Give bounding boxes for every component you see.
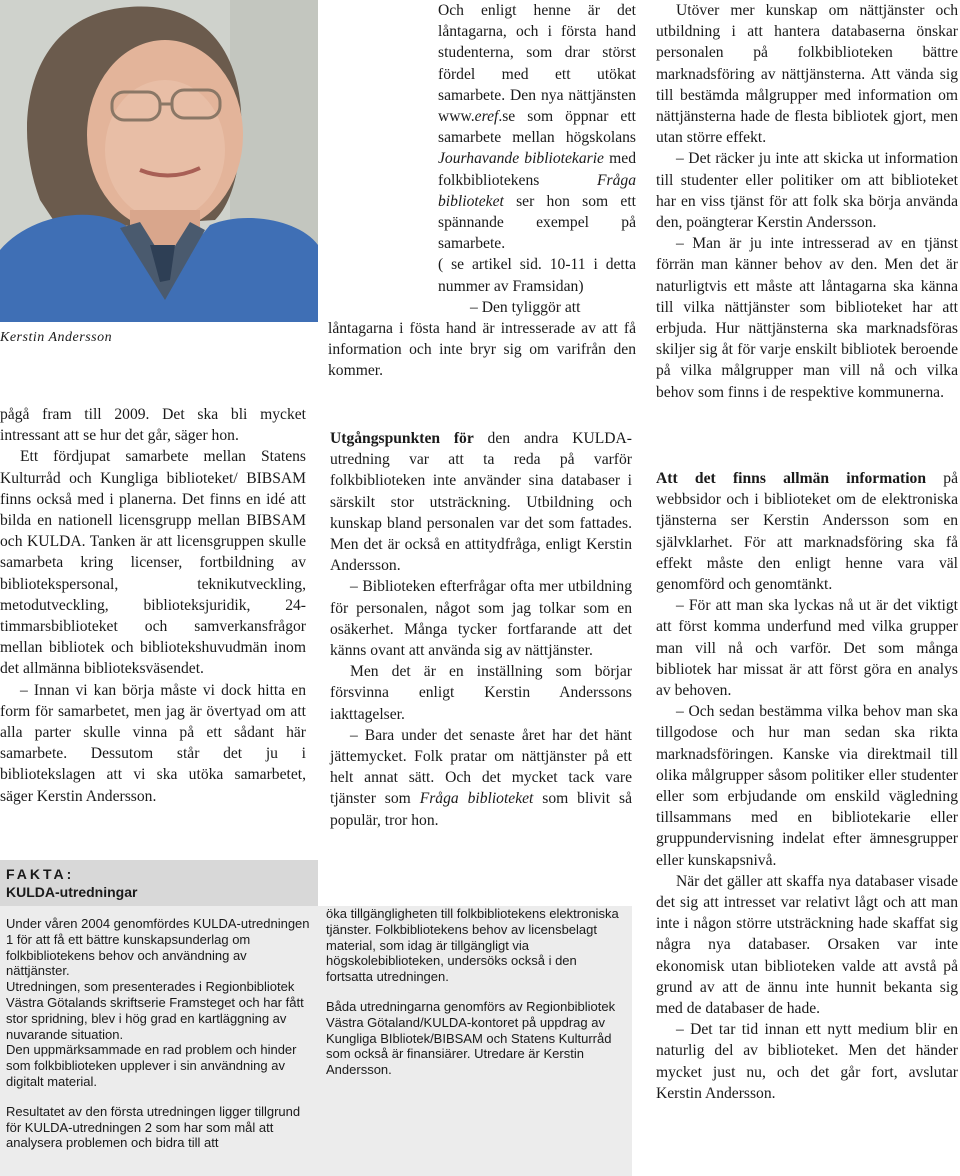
article-column-3-top xyxy=(656,0,958,403)
fact-box-header xyxy=(0,860,318,906)
paragraph: När det gäller att skaffa nya databaser visade det sig att intresset var relativt lågt och att man inte i någon större utsträckning hade skaffat sig några nya databaser. Orsaken var inte ekonomisk utan biblioteken valde att avstå på grund av att de ännu inte hunnit bekanta sig med de databaser de hade. xyxy=(656,872,958,1018)
article-column-3-bottom xyxy=(656,468,958,1104)
paragraph: – Man är ju inte intresserad av en tjänst förrän man känner behov av den. Men det är naturligtvis ett måste att låntagarna ska känna till vilka nättjänster som biblioteket har att erbjuda. Hur nättjänsterna ska marknadsföras skiljer sig åt för varje enskilt bibliotek beroende på vilka målgrupper man vill nå och vilka behov som finns i de respektive kommunerna. xyxy=(656,235,958,401)
paragraph: Ett fördjupat samarbete mellan Statens Kulturråd och Kungliga biblioteket/ BIBSAM finns också med i planerna. Det finns en idé att bilda en nationell licensgrupp mellan BIBSAM och KULDA. Tanken är att licensgruppen skulle samarbeta kring licenser, fortbildning av bibliotekspersonal, teknikutveckling, metodutveckling, biblioteksjuridik, 24-timmarsbiblioteket och samverkansfrågor mellan bibliotek och bibliotekshuvudmän inom det allmänna biblioteksväsendet. xyxy=(0,448,306,678)
portrait-illustration xyxy=(0,0,318,322)
fact-paragraph: Under våren 2004 genomfördes KULDA-utredningen 1 för att få ett bättre kunskapsunderlag om folkbibliotekens behov och användning av nättjänster. xyxy=(6,916,310,979)
paragraph: Och enligt henne är det låntagarna, och i första hand studenterna, som drar störst fördel med ett utökat samarbete. Den nya nättjänsten www.eref.se som öppnar ett samarbete mellan högskolans Jourhavande bibliotekarie med folkbibliotekens Fråga biblioteket ser hon som ett spännande exempel på samarbete. xyxy=(438,2,636,253)
paragraph: Utgångspunkten för den andra KULDA-utredning var att ta reda på varför folkbiblioteken inte använder sina databaser i särskilt stor utsträckning. Utbildning och kunskap bland personalen var det som fattades. Men det är också en attitydfråga, enligt Kerstin Andersson. xyxy=(330,430,633,575)
fact-paragraph: öka tillgängligheten till folkbibliotekens elektroniska tjänster. Folkbibliotekens behov av licensbelagt material, som idag är tillgängligt via högskolebiblioteken, undersöks också i den fortsatta utredningen. xyxy=(326,906,619,985)
portrait-photo xyxy=(0,0,318,322)
paragraph: – För att man ska lyckas nå ut är det viktigt att först komma underfund med vilka grupper man vill nå och varför. Det som många bibliotek har missat är att först göra en analys av behoven. xyxy=(656,597,958,700)
paragraph: pågå fram till 2009. Det ska bli mycket intressant att se hur det går, säger hon. xyxy=(0,406,306,445)
paragraph: – Den tyliggör att xyxy=(470,298,581,316)
fact-box-continued xyxy=(318,906,632,1176)
fact-box xyxy=(0,860,318,1176)
paragraph: – Och sedan bestämma vilka behov man ska tillgodose och hur man sedan ska rikta marknadsföringen. Kanske via direktmail till olika målgrupper såsom politiker eller studenter eller som erbjudande om enskild vägledning tillsammans med en bibliotekarie eller gruppundervisning indelat efter ämnesgrupper eller kunskapsnivå. xyxy=(656,703,958,869)
paragraph: – Innan vi kan börja måste vi dock hitta en form för samarbetet, men jag är övertyad om att alla parter skulle vinna på ett sådant här samarbete. Dessutom står det ju i bibliotekslagen att vi ska utöka samarbetet, säger Kerstin Andersson. xyxy=(0,681,306,805)
paragraph: Men det är en inställning som börjar försvinna enligt Kerstin Anderssons iakttagelser. xyxy=(330,663,632,723)
paragraph: – Det räcker ju inte att skicka ut information till studenter eller politiker om att biblioteket har en viss tjänst för att folk ska börja använda den, poängterar Kerstin Andersson. xyxy=(656,150,958,232)
paragraph: Att det finns allmän information på webbsidor och i biblioteket om de elektroniska tjänsterna ser Kerstin Andersson som en självklarhet. För att marknadsföring ska få effekt måste den enligt henne vara väl genomförd och genomtänkt. xyxy=(656,470,958,594)
fact-box-label: FAKTA: xyxy=(6,866,75,882)
photo-caption: Kerstin Andersson xyxy=(0,330,113,345)
fact-paragraph: Den uppmärksammade en rad problem och hinder som folkbiblioteken upplever i sin användning av digitalt material. xyxy=(6,1042,297,1089)
fact-paragraph: Utredningen, som presenterades i Regionbibliotek Västra Götalands skriftserie Framsteget och har fått stor spridning, blev i hög grad en kartläggning av nuvarande situation. xyxy=(6,979,304,1042)
article-reference: ( se artikel sid. 10-11 i detta nummer av Framsidan) xyxy=(438,256,636,295)
fact-box-body xyxy=(0,906,318,1151)
article-column-2-bottom xyxy=(330,428,632,831)
fact-paragraph: Båda utredningarna genomförs av Regionbibliotek Västra Götaland/KULDA-kontoret på uppdrag av Kungliga BIbliotek/BIBSAM och Statens Kulturråd som också är finansiärer. Utredare är Kerstin Andersson. xyxy=(326,998,616,1078)
fact-box-title: KULDA-utredningar xyxy=(6,884,138,900)
paragraph: låntagarna i fösta hand är intresserade av att få information och inte bryr sig om varifrån den kommer. xyxy=(328,320,636,380)
paragraph: – Biblioteken efterfrågar ofta mer utbildning för personalen, något som jag tolkar som en osäkerhet. Många tycker fortfarande att det känns ovant att använda sig av nättjänster. xyxy=(330,578,632,660)
article-column-2-top xyxy=(318,0,636,382)
article-column-1 xyxy=(0,404,306,807)
paragraph: – Det tar tid innan ett nytt medium blir en naturlig del av biblioteket. Men det händer mycket just nu, och det går fort, avslutar Kerstin Andersson. xyxy=(656,1021,958,1102)
paragraph: Utöver mer kunskap om nättjänster och utbildning i att hantera databaserna önskar personalen på folkbiblioteken bättre marknadsföring av nättjänsterna. Att vända sig till bestämda målgrupper med information om nättjänsterna hade de flesta bibliotek gjort, men utan större effekt. xyxy=(656,2,958,147)
paragraph: – Bara under det senaste året har det hänt jättemycket. Folk pratar om nättjänster på ett helt annat sätt. Och det mycket tack vare tjänster som Fråga biblioteket som blivit så populär, tror hon. xyxy=(330,726,632,829)
fact-paragraph: Resultatet av den första utredningen ligger tillgrund för KULDA-utredningen 2 som har som mål att analysera problemen och bidra till att xyxy=(6,1103,301,1151)
